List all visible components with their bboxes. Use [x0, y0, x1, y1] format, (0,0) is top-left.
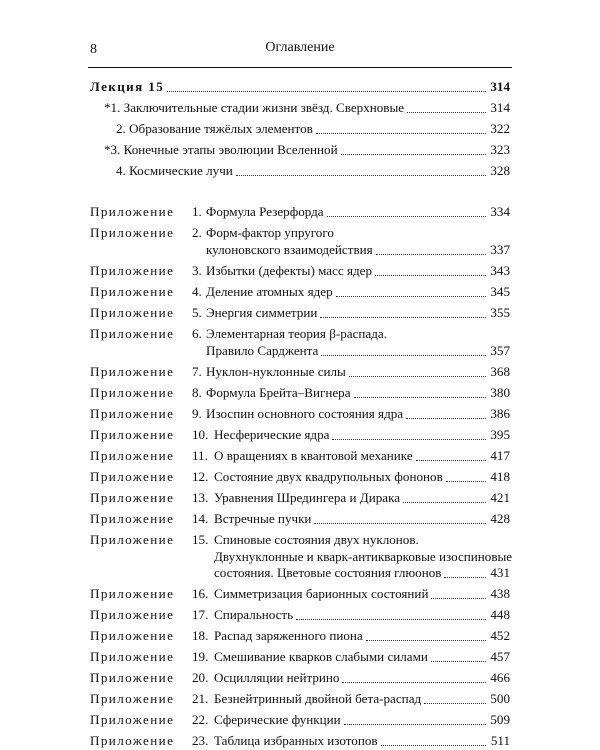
appendix-entry[interactable] — [90, 602, 510, 623]
appendix-label: Приложение — [90, 607, 175, 622]
appendix-number: 8. — [192, 385, 202, 400]
page-title: Оглавление — [265, 40, 335, 55]
leader-dots — [403, 502, 486, 503]
appendix-entry[interactable] — [90, 220, 510, 258]
appendix-label: Приложение — [90, 691, 175, 706]
appendix-label: Приложение — [90, 532, 175, 547]
section-entry[interactable] — [90, 158, 510, 179]
appendix-page: 457 — [490, 649, 510, 664]
appendix-title-line: Деление атомных ядер — [206, 284, 333, 299]
appendix-title-line: Симметризация барионных состояний — [214, 586, 429, 601]
appendix-number: 4. — [192, 284, 202, 299]
appendix-page: 343 — [490, 263, 510, 278]
appendix-page: 418 — [490, 469, 510, 484]
appendix-title-line: Энергия симметрии — [206, 305, 318, 320]
appendix-page: 438 — [490, 586, 510, 601]
appendix-number: 1. — [192, 204, 202, 219]
section-entry[interactable] — [90, 137, 510, 158]
appendix-title-line: Смешивание кварков слабыми силами — [214, 649, 428, 664]
appendix-number: 3. — [192, 263, 202, 278]
appendix-label: Приложение — [90, 364, 175, 379]
appendix-number: 14. — [192, 511, 209, 526]
appendix-label: Приложение — [90, 628, 175, 643]
appendix-title-line: Безнейтринный двойной бета-распад — [214, 691, 422, 706]
appendix-page: 368 — [490, 364, 510, 379]
appendix-label: Приложение — [90, 263, 175, 278]
leader-dots — [236, 175, 486, 176]
appendix-entry[interactable] — [90, 623, 510, 644]
appendix-label: Приложение — [90, 469, 175, 484]
leader-dots — [336, 296, 486, 297]
leader-dots — [376, 254, 486, 255]
appendix-entry[interactable] — [90, 258, 510, 279]
appendix-entry[interactable] — [90, 581, 510, 602]
appendix-page: 345 — [490, 284, 510, 299]
appendix-title-line: Таблица избранных изотопов — [214, 733, 378, 748]
appendix-page: 380 — [490, 385, 510, 400]
appendix-title-line: Двухнуклонные и кварк-антикварковые изоспиновые — [214, 548, 513, 564]
appendix-entry[interactable] — [90, 485, 510, 506]
appendix-label: Приложение — [90, 670, 175, 685]
appendix-title-line: Уравнения Шредингера и Дирака — [214, 490, 401, 505]
leader-dots — [320, 317, 486, 318]
leader-dots — [446, 481, 486, 482]
appendix-title-line: кулоновского взаимодействия — [206, 241, 373, 257]
appendix-label: Приложение — [90, 406, 175, 421]
appendix-page: 334 — [490, 204, 510, 219]
appendix-number: 12. — [192, 469, 209, 484]
lecture-label: Лекция 15 — [90, 79, 165, 94]
leader-dots — [296, 619, 486, 620]
leader-dots — [316, 133, 486, 134]
leader-dots — [424, 703, 486, 704]
appendix-page: 428 — [490, 511, 510, 526]
appendix-page: 417 — [490, 448, 510, 463]
appendix-title-line: Распад заряженного пиона — [214, 628, 363, 643]
lecture-entry[interactable] — [90, 74, 510, 95]
appendix-title-line: Спиральность — [214, 607, 294, 622]
section-entry[interactable] — [90, 116, 510, 137]
leader-dots — [406, 418, 486, 419]
leader-dots — [321, 355, 486, 356]
appendix-page: 509 — [490, 712, 510, 727]
appendix-number: 16. — [192, 586, 209, 601]
appendix-label: Приложение — [90, 204, 175, 219]
appendix-label: Приложение — [90, 385, 175, 400]
appendix-title-line: Правило Сарджента — [206, 342, 319, 358]
section-title: *1. Заключительные стадии жизни звёзд. Сверхновые — [104, 100, 405, 115]
leader-dots — [366, 640, 486, 641]
section-entry[interactable] — [90, 95, 510, 116]
appendix-number: 6. — [192, 326, 202, 341]
page-number: 8 — [90, 42, 97, 57]
appendix-label: Приложение — [90, 326, 175, 341]
appendix-entry[interactable] — [90, 443, 510, 464]
appendix-number: 9. — [192, 406, 202, 421]
appendix-label: Приложение — [90, 448, 175, 463]
appendix-page: 421 — [490, 490, 510, 505]
appendix-page: 337 — [490, 241, 510, 257]
appendix-page: 448 — [490, 607, 510, 622]
appendix-entry[interactable] — [90, 644, 510, 665]
appendix-page: 500 — [490, 691, 510, 706]
appendix-entry[interactable] — [90, 665, 510, 686]
appendix-number: 18. — [192, 628, 209, 643]
appendix-entry[interactable] — [90, 199, 510, 220]
appendix-entry[interactable] — [90, 506, 510, 527]
appendix-title-line: Сферические функции — [214, 712, 341, 727]
leader-dots — [327, 216, 486, 217]
leader-dots — [407, 112, 486, 113]
section-title: 2. Образование тяжёлых элементов — [116, 121, 313, 136]
appendix-entry[interactable] — [90, 359, 510, 380]
appendix-label: Приложение — [90, 427, 175, 442]
appendix-title-line: Формула Резерфорда — [206, 204, 324, 219]
header-rule — [88, 67, 512, 68]
appendix-title-line: Элементарная теория β-распада. — [206, 326, 387, 341]
section-page: 322 — [490, 121, 510, 136]
appendix-entry[interactable] — [90, 380, 510, 401]
appendix-page: 395 — [490, 427, 510, 442]
appendix-entry[interactable] — [90, 401, 510, 422]
appendix-number: 22. — [192, 712, 209, 727]
appendix-label: Приложение — [90, 649, 175, 664]
leader-dots — [332, 439, 486, 440]
appendix-page: 452 — [490, 628, 510, 643]
appendix-page: 511 — [490, 733, 510, 748]
appendix-title-line: Осцилляции нейтрино — [214, 670, 340, 685]
appendix-entry[interactable] — [90, 300, 510, 321]
appendix-page: 355 — [490, 305, 510, 320]
leader-dots — [341, 154, 486, 155]
appendix-number: 19. — [192, 649, 209, 664]
appendix-title-line: Встречные пучки — [214, 511, 312, 526]
leader-dots — [444, 577, 486, 578]
section-title: 4. Космические лучи — [116, 163, 233, 178]
table-of-contents — [90, 74, 513, 749]
appendix-number: 2. — [192, 225, 202, 240]
appendix-number: 20. — [192, 670, 209, 685]
appendix-title-line: Спиновые состояния двух нуклонов. — [214, 532, 419, 547]
leader-dots — [381, 745, 486, 746]
appendix-title-line: Изоспин основного состояния ядра — [206, 406, 404, 421]
appendix-label: Приложение — [90, 712, 175, 727]
leader-dots — [342, 682, 486, 683]
appendix-title-line: Нуклон-нуклонные силы — [206, 364, 346, 379]
appendix-entry[interactable] — [90, 527, 513, 581]
appendix-number: 17. — [192, 607, 209, 622]
appendix-title-line: Несферические ядра — [214, 427, 330, 442]
leader-dots — [375, 275, 486, 276]
appendix-title-line: Формула Брейта–Вигнера — [206, 385, 351, 400]
appendix-title-line: Форм-фактор упругого — [206, 225, 334, 240]
appendix-entry[interactable] — [90, 422, 510, 443]
appendix-entry[interactable] — [90, 321, 510, 359]
appendix-title-line: Состояние двух квадрупольных фононов — [214, 469, 443, 484]
leader-dots — [314, 523, 486, 524]
lecture-page: 314 — [490, 79, 510, 94]
leader-dots — [344, 724, 486, 725]
appendix-number: 21. — [192, 691, 209, 706]
leader-dots — [354, 397, 486, 398]
leader-dots — [431, 598, 486, 599]
leader-dots — [167, 91, 486, 92]
appendix-number: 5. — [192, 305, 202, 320]
appendix-number: 10. — [192, 427, 209, 442]
appendix-number: 11. — [192, 448, 208, 463]
appendix-title-line: Избытки (дефекты) масс ядер — [206, 263, 373, 278]
appendix-label: Приложение — [90, 511, 175, 526]
appendix-number: 13. — [192, 490, 209, 505]
section-title: *3. Конечные этапы эволюции Вселенной — [104, 142, 338, 157]
appendix-entry[interactable] — [90, 464, 510, 485]
appendix-page: 466 — [490, 670, 510, 685]
appendix-label: Приложение — [90, 284, 175, 299]
section-page: 323 — [490, 142, 510, 157]
appendix-number: 15. — [192, 532, 209, 547]
appendix-entry[interactable] — [90, 686, 510, 707]
appendix-title-line: О вращениях в квантовой механике — [214, 448, 413, 463]
appendix-label: Приложение — [90, 490, 175, 505]
appendix-number: 7. — [192, 364, 202, 379]
appendix-title-line: состояния. Цветовые состояния глюонов — [214, 565, 442, 580]
appendix-label: Приложение — [90, 305, 175, 320]
appendix-label: Приложение — [90, 586, 175, 601]
appendix-number: 23. — [192, 733, 209, 748]
appendix-page: 357 — [490, 342, 510, 358]
appendix-page: 431 — [490, 565, 510, 580]
appendix-entry[interactable] — [90, 728, 510, 749]
appendix-entry[interactable] — [90, 279, 510, 300]
appendix-entry[interactable] — [90, 707, 510, 728]
appendix-page: 386 — [490, 406, 510, 421]
section-page: 314 — [490, 100, 510, 115]
section-page: 328 — [490, 163, 510, 178]
leader-dots — [349, 376, 486, 377]
leader-dots — [431, 661, 486, 662]
leader-dots — [416, 460, 486, 461]
appendix-label: Приложение — [90, 225, 175, 240]
appendix-label: Приложение — [90, 733, 175, 748]
